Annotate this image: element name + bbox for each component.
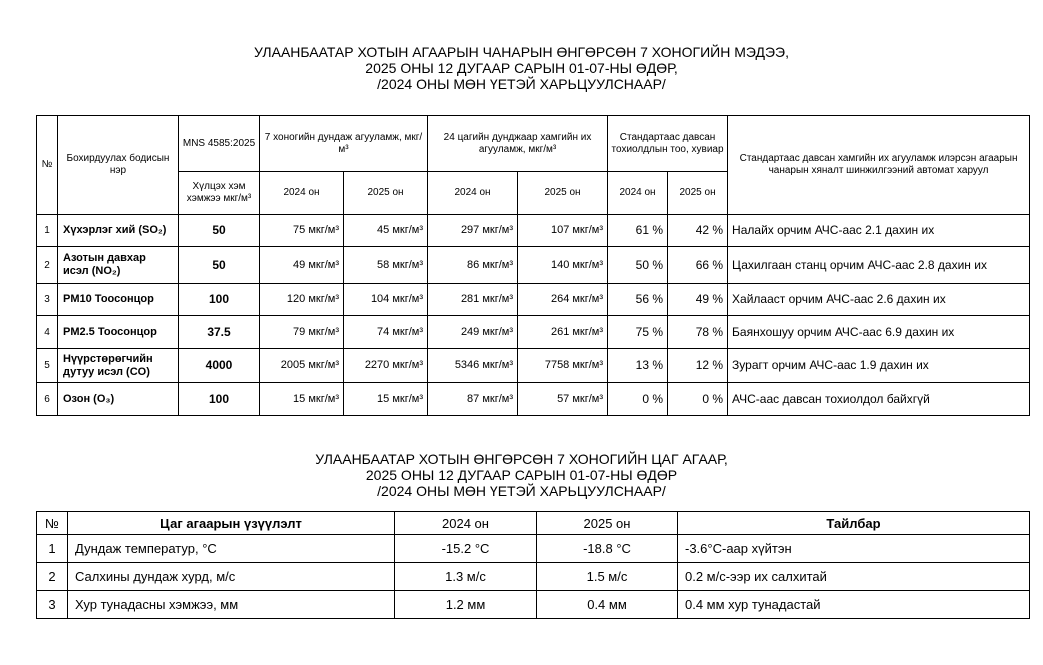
weather-header-indicator: Цаг агаарын үзүүлэлт — [68, 512, 395, 535]
header-max-2025: 2025 он — [518, 172, 608, 215]
exceed-pct-2024: 13 % — [608, 349, 668, 383]
max-2024: 87 мкг/м³ — [428, 383, 518, 416]
header-pollutant: Бохирдуулах бодисын нэр — [58, 116, 179, 215]
header-mns: MNS 4585:2025 — [179, 116, 260, 172]
row-number: 4 — [37, 316, 58, 349]
exceed-pct-2025: 66 % — [668, 247, 728, 284]
value-2024: 1.3 м/с — [395, 563, 537, 591]
header-max-2024: 2024 он — [428, 172, 518, 215]
max-2025: 57 мкг/м³ — [518, 383, 608, 416]
weather-header-note: Тайлбар — [678, 512, 1030, 535]
air-quality-table — [36, 115, 1030, 416]
header-7day-avg: 7 хоногийн дундаж агууламж, мкг/м³ — [260, 116, 428, 172]
note: 0.4 мм хур тунадастай — [678, 591, 1030, 619]
value-2024: 1.2 мм — [395, 591, 537, 619]
weather-title-line1: УЛААНБААТАР ХОТЫН ӨНГӨРСӨН 7 ХОНОГИЙН ЦАГ АГААР, — [315, 451, 728, 467]
allowed-norm: 50 — [179, 215, 260, 247]
allowed-norm: 50 — [179, 247, 260, 284]
indicator-name: Дундаж температур, °C — [68, 535, 395, 563]
exceed-pct-2024: 50 % — [608, 247, 668, 284]
pollutant-name: PM10 Тоосонцор — [58, 284, 179, 316]
max-2025: 107 мкг/м³ — [518, 215, 608, 247]
exceed-pct-2024: 56 % — [608, 284, 668, 316]
value-2025: 0.4 мм — [537, 591, 678, 619]
value-2024: -15.2 °C — [395, 535, 537, 563]
exceed-pct-2025: 0 % — [668, 383, 728, 416]
avg-2025: 74 мкг/м³ — [344, 316, 428, 349]
max-2025: 261 мкг/м³ — [518, 316, 608, 349]
avg-2025: 58 мкг/м³ — [344, 247, 428, 284]
header-pct-2025: 2025 он — [668, 172, 728, 215]
table-row — [37, 247, 1030, 284]
header-exceed-pct: Стандартаас давсан тохиолдлын тоо, хувиар — [608, 116, 728, 172]
pollutant-name: Азотын давхар исэл (NO₂) — [58, 247, 179, 284]
allowed-norm: 37.5 — [179, 316, 260, 349]
row-number: 3 — [37, 284, 58, 316]
header-max-station: Стандартаас давсан хамгийн их агууламж илэрсэн агаарын чанарын хяналт шинжилгээний автомат харуул — [728, 116, 1030, 215]
weather-header-2024: 2024 он — [395, 512, 537, 535]
max-2025: 264 мкг/м³ — [518, 284, 608, 316]
avg-2024: 49 мкг/м³ — [260, 247, 344, 284]
weather-title-line2: 2025 ОНЫ 12 ДУГААР САРЫН 01-07-НЫ ӨДӨР — [365, 467, 678, 483]
table-row — [37, 316, 1030, 349]
indicator-name: Салхины дундаж хурд, м/с — [68, 563, 395, 591]
avg-2025: 45 мкг/м³ — [344, 215, 428, 247]
exceed-pct-2024: 75 % — [608, 316, 668, 349]
max-2024: 86 мкг/м³ — [428, 247, 518, 284]
max-station-note: Цахилгаан станц орчим АЧС-аас 2.8 дахин их — [728, 247, 1030, 284]
pollutant-name: PM2.5 Тоосонцор — [58, 316, 179, 349]
avg-2024: 79 мкг/м³ — [260, 316, 344, 349]
air-quality-title — [0, 44, 1043, 92]
max-2025: 7758 мкг/м³ — [518, 349, 608, 383]
table-row — [37, 284, 1030, 316]
value-2025: 1.5 м/с — [537, 563, 678, 591]
max-2024: 249 мкг/м³ — [428, 316, 518, 349]
note: -3.6°C-аар хүйтэн — [678, 535, 1030, 563]
max-station-note: Зурагт орчим АЧС-аас 1.9 дахин их — [728, 349, 1030, 383]
weather-title — [0, 451, 1043, 499]
exceed-pct-2024: 61 % — [608, 215, 668, 247]
max-2024: 297 мкг/м³ — [428, 215, 518, 247]
table-row — [37, 215, 1030, 247]
header-avg-2024: 2024 он — [260, 172, 344, 215]
air-quality-title-line2: 2025 ОНЫ 12 ДУГААР САРЫН 01-07-НЫ ӨДӨР, — [365, 60, 678, 76]
header-24h-max: 24 цагийн дунджаар хамгийн их агууламж, мкг/м³ — [428, 116, 608, 172]
max-2024: 5346 мкг/м³ — [428, 349, 518, 383]
exceed-pct-2025: 42 % — [668, 215, 728, 247]
value-2025: -18.8 °C — [537, 535, 678, 563]
pollutant-name: Хүхэрлэг хий (SO₂) — [58, 215, 179, 247]
table-row — [37, 591, 1030, 619]
max-station-note: Хайлааст орчим АЧС-аас 2.6 дахин их — [728, 284, 1030, 316]
avg-2024: 15 мкг/м³ — [260, 383, 344, 416]
max-station-note: Баянхошуу орчим АЧС-аас 6.9 дахин их — [728, 316, 1030, 349]
allowed-norm: 4000 — [179, 349, 260, 383]
row-number: 5 — [37, 349, 58, 383]
table-row — [37, 535, 1030, 563]
avg-2025: 15 мкг/м³ — [344, 383, 428, 416]
header-pct-2024: 2024 он — [608, 172, 668, 215]
exceed-pct-2025: 49 % — [668, 284, 728, 316]
avg-2024: 75 мкг/м³ — [260, 215, 344, 247]
header-no: № — [37, 116, 58, 215]
row-number: 6 — [37, 383, 58, 416]
row-number: 2 — [37, 247, 58, 284]
exceed-pct-2025: 78 % — [668, 316, 728, 349]
row-number: 3 — [37, 591, 68, 619]
air-quality-title-line1: УЛААНБААТАР ХОТЫН АГААРЫН ЧАНАРЫН ӨНГӨРСӨН 7 ХОНОГИЙН МЭДЭЭ, — [253, 44, 789, 60]
row-number: 1 — [37, 535, 68, 563]
weather-title-line3: /2024 ОНЫ МӨН ҮЕТЭЙ ХАРЬЦУУЛСНААР/ — [377, 483, 666, 499]
avg-2025: 104 мкг/м³ — [344, 284, 428, 316]
table-row — [37, 563, 1030, 591]
exceed-pct-2025: 12 % — [668, 349, 728, 383]
weather-table — [36, 511, 1030, 619]
max-2024: 281 мкг/м³ — [428, 284, 518, 316]
pollutant-name: Нүүрстөрөгчийн дутуу исэл (CO) — [58, 349, 179, 383]
air-quality-title-line3: /2024 ОНЫ МӨН ҮЕТЭЙ ХАРЬЦУУЛСНААР/ — [377, 76, 666, 92]
allowed-norm: 100 — [179, 383, 260, 416]
weather-header-2025: 2025 он — [537, 512, 678, 535]
indicator-name: Хур тунадасны хэмжээ, мм — [68, 591, 395, 619]
allowed-norm: 100 — [179, 284, 260, 316]
avg-2024: 120 мкг/м³ — [260, 284, 344, 316]
max-2025: 140 мкг/м³ — [518, 247, 608, 284]
pollutant-name: Озон (O₃) — [58, 383, 179, 416]
note: 0.2 м/с-ээр их салхитай — [678, 563, 1030, 591]
header-allowed-norm: Хүлцэх хэм хэмжээ мкг/м³ — [179, 172, 260, 215]
exceed-pct-2024: 0 % — [608, 383, 668, 416]
max-station-note: АЧС-аас давсан тохиолдол байхгүй — [728, 383, 1030, 416]
table-row — [37, 383, 1030, 416]
avg-2025: 2270 мкг/м³ — [344, 349, 428, 383]
avg-2024: 2005 мкг/м³ — [260, 349, 344, 383]
max-station-note: Налайх орчим АЧС-аас 2.1 дахин их — [728, 215, 1030, 247]
row-number: 2 — [37, 563, 68, 591]
row-number: 1 — [37, 215, 58, 247]
header-avg-2025: 2025 он — [344, 172, 428, 215]
weather-header-no: № — [37, 512, 68, 535]
table-row — [37, 349, 1030, 383]
